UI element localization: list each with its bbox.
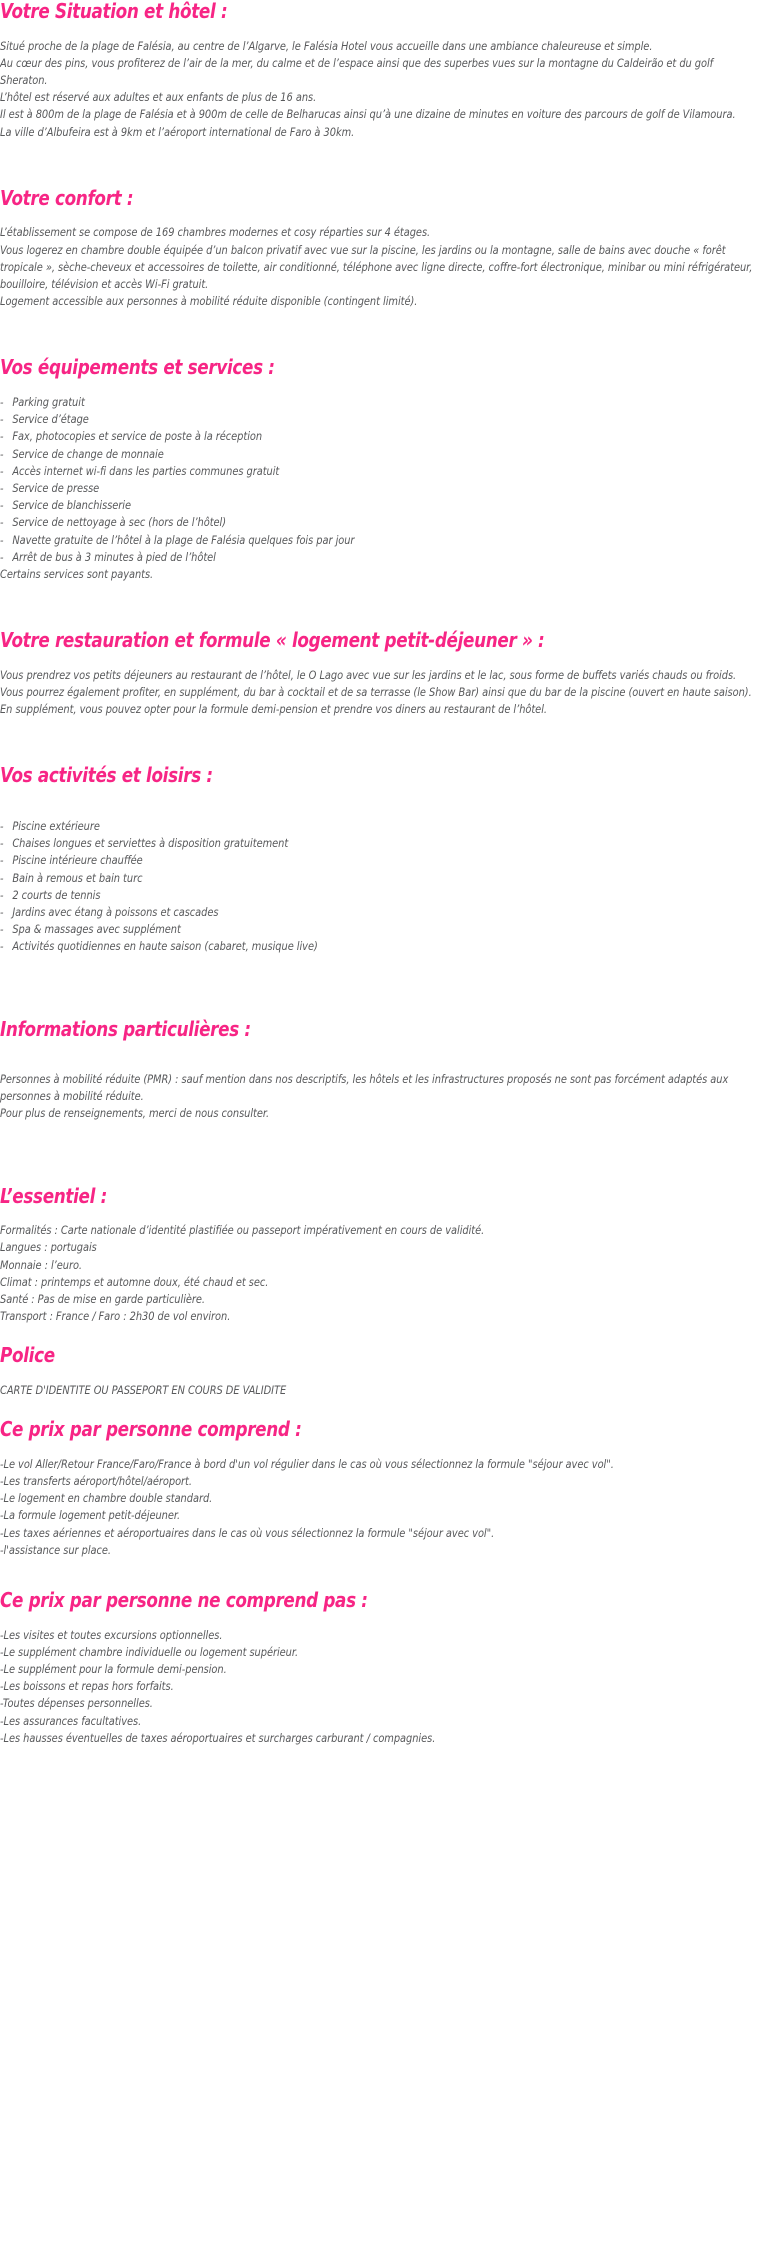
list-item <box>0 938 665 955</box>
section-title-prix-comprend: Ce prix par personne comprend : <box>0 1417 302 1442</box>
list-item-label: Chaises longues et serviettes à disposition gratuitement <box>12 837 289 851</box>
paragraph: -Les taxes aériennes et aéroportuaires dans le cas où vous sélectionnez la formule "séjour avec vol". <box>0 1526 495 1540</box>
paragraph: L’établissement se compose de 169 chambres modernes et cosy réparties sur 4 étages. <box>0 226 431 240</box>
bullet-dash-icon: - <box>0 837 4 851</box>
list-item <box>0 480 665 497</box>
list-item-label: Service de presse <box>12 481 100 495</box>
section-title-informations: Informations particulières : <box>0 1016 251 1041</box>
list-item <box>0 428 665 445</box>
paragraph: -Le supplément chambre individuelle ou logement supérieur. <box>0 1645 299 1659</box>
bullet-dash-icon: - <box>0 430 4 444</box>
paragraph: -Le vol Aller/Retour France/Faro/France à bord d'un vol régulier dans le cas où vous sélectionnez la formule "séjour avec vol". <box>0 1457 614 1471</box>
bullet-dash-icon: - <box>0 413 4 427</box>
list-item <box>0 852 665 869</box>
list-item-label: Accès internet wi-fi dans les parties communes gratuit <box>12 464 280 478</box>
list-item <box>0 394 665 411</box>
section-title-essentiel: L’essentiel : <box>0 1183 107 1208</box>
bullet-dash-icon: - <box>0 516 4 530</box>
list-item <box>0 532 665 549</box>
list-item-label: Service d’étage <box>12 413 89 427</box>
list-item <box>0 921 665 938</box>
section-title-activites: Vos activités et loisirs : <box>0 763 213 788</box>
paragraph: Climat : printemps et automne doux, été chaud et sec. <box>0 1275 269 1289</box>
list-item-label: Parking gratuit <box>12 395 85 409</box>
bullet-dash-icon: - <box>0 550 4 564</box>
paragraph: -La formule logement petit-déjeuner. <box>0 1509 181 1523</box>
list-item-label: 2 courts de tennis <box>12 888 101 902</box>
paragraph: Santé : Pas de mise en garde particulière. <box>0 1293 206 1307</box>
paragraph: Au cœur des pins, vous profiterez de l’air de la mer, du calme et de l’espace ainsi que des superbes vues sur la montagne du Caldeirão et du golf Sheraton. <box>0 56 714 87</box>
section-title-restauration: Votre restauration et formule « logement petit-déjeuner » : <box>0 628 545 653</box>
paragraph: Vous logerez en chambre double équipée d’un balcon privatif avec vue sur la piscine, les jardins ou la montagne, salle de bains avec douche « forêt tropicale », sèche-cheveux et accessoires de toilette, air conditionné, téléphone avec ligne directe, coffre-fort électronique, minibar ou mini réfrigérateur, bouilloire, télévision et accès Wi-Fi gratuit. <box>0 243 753 291</box>
section-title-situation: Votre Situation et hôtel : <box>0 0 228 23</box>
section-confort <box>0 187 756 311</box>
paragraph: Pour plus de renseignements, merci de nous consulter. <box>0 1107 270 1121</box>
list-item <box>0 818 665 835</box>
section-equipements <box>0 356 756 583</box>
list-item <box>0 514 665 531</box>
bullet-dash-icon: - <box>0 871 4 885</box>
bullet-dash-icon: - <box>0 533 4 547</box>
section-police <box>0 1344 756 1399</box>
list-item <box>0 887 665 904</box>
paragraph: L’hôtel est réservé aux adultes et aux enfants de plus de 16 ans. <box>0 91 317 105</box>
bullet-dash-icon: - <box>0 940 4 954</box>
list-item <box>0 870 665 887</box>
paragraph: La ville d’Albufeira est à 9km et l’aéroport international de Faro à 30km. <box>0 125 355 139</box>
section-prix-ne-comprend-pas <box>0 1589 756 1747</box>
list-item <box>0 497 665 514</box>
paragraph: -Le logement en chambre double standard. <box>0 1492 213 1506</box>
bullet-dash-icon: - <box>0 395 4 409</box>
list-item-label: Piscine intérieure chauffée <box>12 854 143 868</box>
list-item-label: Bain à remous et bain turc <box>12 871 143 885</box>
list-item <box>0 446 665 463</box>
list-item-label: Navette gratuite de l’hôtel à la plage de Falésia quelques fois par jour <box>12 533 355 547</box>
paragraph: -l'assistance sur place. <box>0 1543 111 1557</box>
paragraph: Vous pourrez également profiter, en supplément, du bar à cocktail et de sa terrasse (le Show Bar) ainsi que du bar de la piscine (ouvert en haute saison). <box>0 685 752 699</box>
paragraph: -Toutes dépenses personnelles. <box>0 1697 153 1711</box>
bullet-dash-icon: - <box>0 888 4 902</box>
paragraph: -Le supplément pour la formule demi-pension. <box>0 1662 227 1676</box>
list-item-label: Spa & massages avec supplément <box>12 923 181 937</box>
bullet-dash-icon: - <box>0 481 4 495</box>
bullet-dash-icon: - <box>0 464 4 478</box>
list-item-label: Service de change de monnaie <box>12 447 164 461</box>
list-item-label: Activités quotidiennes en haute saison (cabaret, musique live) <box>12 940 318 954</box>
paragraph: En supplément, vous pouvez opter pour la formule demi-pension et prendre vos diners au restaurant de l’hôtel. <box>0 703 547 717</box>
list-item-label: Fax, photocopies et service de poste à la réception <box>12 430 263 444</box>
section-essentiel <box>0 1185 756 1326</box>
bullet-dash-icon: - <box>0 854 4 868</box>
paragraph: Vous prendrez vos petits déjeuners au restaurant de l’hôtel, le O Lago avec vue sur les jardins et le lac, sous forme de buffets variés chauds ou froids. <box>0 668 737 682</box>
section-activites <box>0 764 756 955</box>
bullet-dash-icon: - <box>0 905 4 919</box>
section-title-confort: Votre confort : <box>0 185 134 210</box>
paragraph: -Les assurances facultatives. <box>0 1714 142 1728</box>
section-title-equipements: Vos équipements et services : <box>0 355 275 380</box>
paragraph: Formalités : Carte nationale d’identité plastifiée ou passeport impérativement en cours de validité. <box>0 1224 485 1238</box>
paragraph: Langues : portugais <box>0 1241 97 1255</box>
list-item-label: Jardins avec étang à poissons et cascades <box>12 905 219 919</box>
paragraph: Logement accessible aux personnes à mobilité réduite disponible (contingent limité). <box>0 295 418 309</box>
list-item <box>0 463 665 480</box>
section-informations <box>0 1018 756 1123</box>
paragraph: Personnes à mobilité réduite (PMR) : sauf mention dans nos descriptifs, les hôtels et les infrastructures proposés ne sont pas forcément adaptés aux personnes à mobilité réduite. <box>0 1073 729 1104</box>
list-item <box>0 835 665 852</box>
paragraph: -Les visites et toutes excursions optionnelles. <box>0 1628 223 1642</box>
paragraph: -Les boissons et repas hors forfaits. <box>0 1680 174 1694</box>
bullet-dash-icon: - <box>0 447 4 461</box>
section-restauration <box>0 629 756 718</box>
paragraph: Transport : France / Faro : 2h30 de vol environ. <box>0 1310 231 1324</box>
paragraph: -Les hausses éventuelles de taxes aéroportuaires et surcharges carburant / compagnies. <box>0 1731 436 1745</box>
list-item-label: Service de nettoyage à sec (hors de l’hôtel) <box>12 516 227 530</box>
paragraph: Situé proche de la plage de Falésia, au centre de l’Algarve, le Falésia Hotel vous accueille dans une ambiance chaleureuse et simple. <box>0 39 653 53</box>
section-title-police: Police <box>0 1343 55 1368</box>
paragraph: -Les transferts aéroport/hôtel/aéroport. <box>0 1475 192 1488</box>
bullet-dash-icon: - <box>0 923 4 937</box>
paragraph: Il est à 800m de la plage de Falésia et à 900m de celle de Belharucas ainsi qu’à une dizaine de minutes en voiture des parcours de golf de Vilamoura. <box>0 108 736 122</box>
list-item-label: Service de blanchisserie <box>12 499 132 513</box>
section-prix-comprend <box>0 1418 756 1559</box>
list-item-label: Piscine extérieure <box>12 819 100 833</box>
list-item-label: Arrêt de bus à 3 minutes à pied de l’hôtel <box>12 550 216 564</box>
equipements-list <box>0 394 756 566</box>
equipements-footnote: Certains services sont payants. <box>0 567 154 581</box>
bullet-dash-icon: - <box>0 499 4 513</box>
paragraph: CARTE D'IDENTITE OU PASSEPORT EN COURS DE VALIDITE <box>0 1384 287 1398</box>
section-situation <box>0 0 756 141</box>
list-item <box>0 904 665 921</box>
paragraph: Monnaie : l’euro. <box>0 1258 83 1272</box>
activites-list <box>0 818 756 956</box>
bullet-dash-icon: - <box>0 819 4 833</box>
list-item <box>0 549 665 566</box>
section-title-prix-ne-comprend-pas: Ce prix par personne ne comprend pas : <box>0 1588 368 1613</box>
list-item <box>0 411 665 428</box>
